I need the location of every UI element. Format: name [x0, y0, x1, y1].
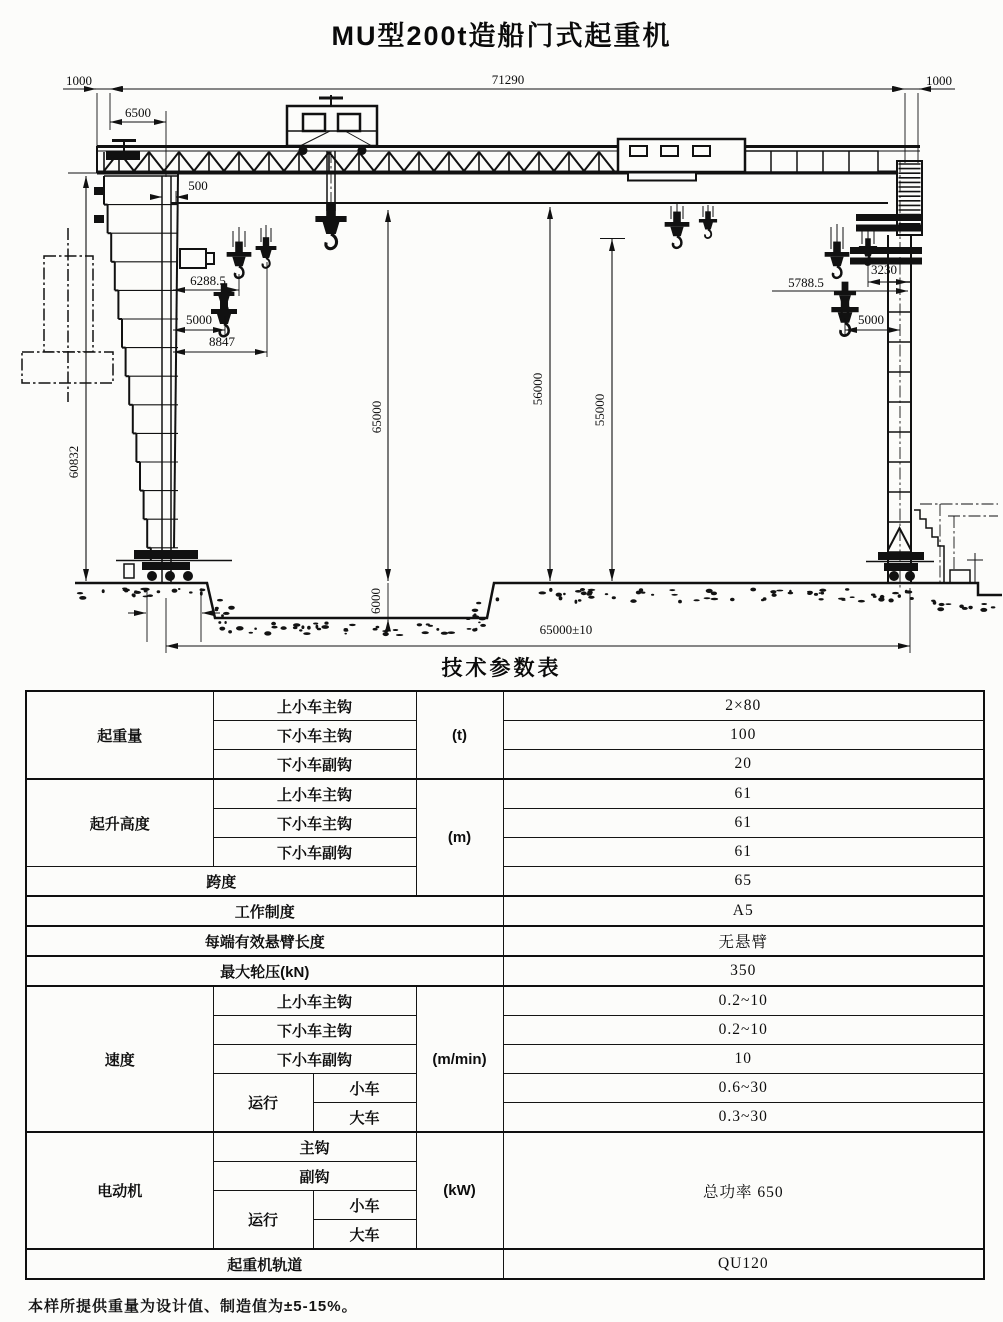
value-cell-motor-total: 总功率 650 — [503, 1132, 984, 1249]
dim-overhang-left: 1000 — [66, 73, 92, 88]
unit-cell: (m) — [416, 779, 503, 896]
dim-5000-right: 5000 — [858, 312, 884, 327]
main-girder — [97, 139, 922, 265]
dim-span-tolerance: 65000±10 — [539, 622, 593, 637]
row-label: 副钩 — [213, 1162, 416, 1191]
value-cell: 0.2~10 — [503, 986, 984, 1016]
leg-platform — [180, 249, 206, 268]
row-label: 下小车副钩 — [213, 750, 416, 780]
row-label: 大车 — [313, 1103, 416, 1133]
value-cell: 100 — [503, 721, 984, 750]
dim-6288: 6288.5 — [190, 273, 226, 288]
end-stop — [106, 141, 140, 161]
value-cell: 10 — [503, 1045, 984, 1074]
ground-profile — [75, 583, 1002, 636]
row-group-speed: 速度 — [26, 986, 213, 1132]
value-cell: 0.3~30 — [503, 1103, 984, 1133]
row-label-rail: 起重机轨道 — [26, 1249, 503, 1279]
unit-cell: (kW) — [416, 1132, 503, 1249]
row-label: 下小车副钩 — [213, 1045, 416, 1074]
dim-pit-depth: 6000 — [368, 588, 383, 614]
row-group-height: 起升高度 — [26, 779, 213, 867]
row-label: 下小车主钩 — [213, 1016, 416, 1045]
dim-trolley-offset: 6500 — [125, 105, 151, 120]
value-cell: 350 — [503, 956, 984, 986]
dim-5788: 5788.5 — [788, 275, 824, 290]
left-leg — [94, 174, 232, 583]
technical-parameter-table — [25, 690, 985, 1280]
unit-cell: (t) — [416, 691, 503, 779]
access-stairs — [914, 510, 944, 583]
row-label-cantilever: 每端有效悬臂长度 — [26, 926, 503, 956]
dim-overhang-right: 1000 — [926, 73, 952, 88]
dim-56000: 56000 — [530, 372, 545, 406]
dim-3230: 3230 — [871, 262, 897, 277]
row-label: 小车 — [313, 1191, 416, 1220]
row-label: 上小车主钩 — [213, 986, 416, 1016]
row-label: 下小车副钩 — [213, 838, 416, 867]
rail-pedestal — [950, 553, 983, 583]
row-label: 大车 — [313, 1220, 416, 1250]
hook-block — [665, 212, 690, 248]
unit-cell: (m/min) — [416, 986, 503, 1132]
box-girder-section — [745, 151, 878, 172]
table-title: 技术参数表 — [441, 657, 562, 680]
row-label-wheel-load: 最大轮压(kN) — [26, 956, 503, 986]
value-cell: 0.2~10 — [503, 1016, 984, 1045]
dim-leg-height: 60832 — [66, 445, 81, 479]
row-label: 上小车主钩 — [213, 691, 416, 721]
row-sublabel-travel: 运行 — [213, 1191, 313, 1250]
row-label-duty: 工作制度 — [26, 896, 503, 926]
row-label: 主钩 — [213, 1132, 416, 1162]
hook-block — [699, 211, 717, 238]
value-cell: 0.6~30 — [503, 1074, 984, 1103]
left-bogie — [116, 550, 232, 581]
trolley-window — [338, 114, 360, 131]
value-cell: 61 — [503, 779, 984, 809]
hook-block — [227, 242, 252, 278]
row-label: 小车 — [313, 1074, 416, 1103]
row-label: 下小车主钩 — [213, 809, 416, 838]
value-cell: QU120 — [503, 1249, 984, 1279]
house-window — [693, 146, 710, 156]
dim-8847: 8847 — [209, 334, 235, 349]
dim-65000: 65000 — [369, 400, 384, 434]
dim-5000-left: 5000 — [186, 312, 212, 327]
value-cell: 20 — [503, 750, 984, 780]
dim-rail-gap: 500 — [188, 178, 208, 193]
girder-truss — [104, 152, 614, 171]
hook-block — [256, 237, 277, 268]
dock-structure-phantom — [22, 228, 113, 402]
row-sublabel-travel: 运行 — [213, 1074, 313, 1133]
main-hook-block — [315, 203, 346, 249]
house-window — [630, 146, 647, 156]
trolley-window — [303, 114, 325, 131]
value-cell: 65 — [503, 867, 984, 897]
hook-block — [825, 242, 850, 278]
value-cell: 无悬臂 — [503, 926, 984, 956]
value-cell: 61 — [503, 809, 984, 838]
value-cell: A5 — [503, 896, 984, 926]
row-label: 下小车主钩 — [213, 721, 416, 750]
dim-total-length: 71290 — [491, 72, 525, 87]
house-window — [661, 146, 678, 156]
dim-55000: 55000 — [592, 393, 607, 427]
value-cell: 2×80 — [503, 691, 984, 721]
row-group-capacity: 起重量 — [26, 691, 213, 779]
row-label: 上小车主钩 — [213, 779, 416, 809]
row-label-span: 跨度 — [26, 867, 416, 897]
value-cell: 61 — [503, 838, 984, 867]
row-group-motor: 电动机 — [26, 1132, 213, 1249]
footer-note: 本样所提供重量为设计值、制造值为±5-15%。 — [28, 1298, 358, 1315]
house-hook-group — [665, 204, 717, 248]
page-title: MU型200t造船门式起重机 — [331, 21, 672, 51]
